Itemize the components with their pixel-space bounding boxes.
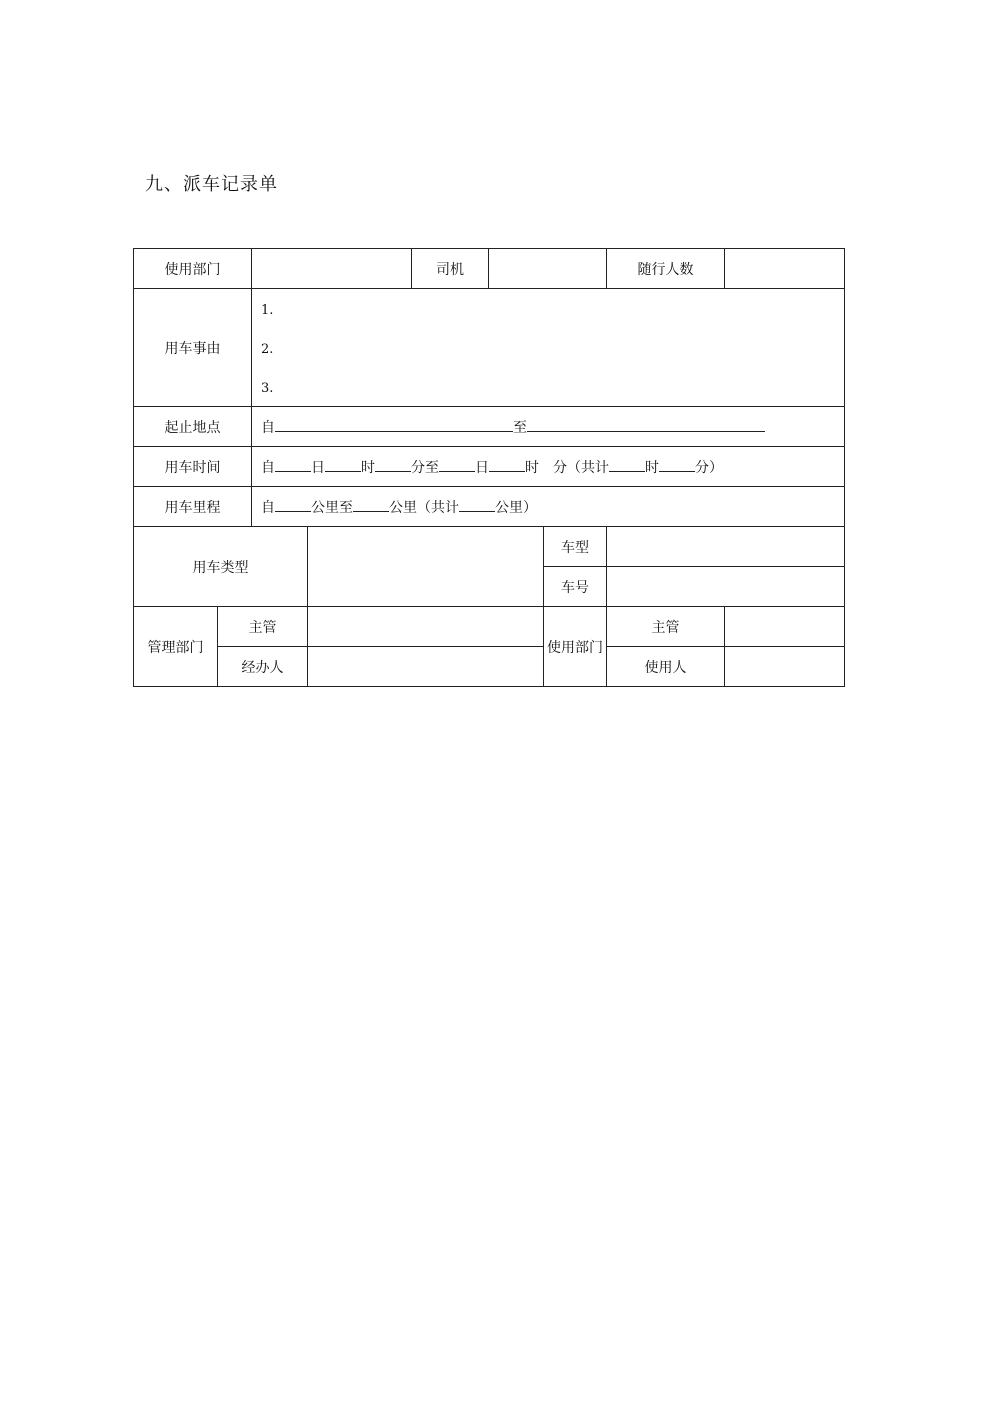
approval-row-2	[134, 647, 845, 687]
time-day2-text: 日	[475, 460, 489, 476]
page-title: 九、派车记录单	[145, 174, 278, 195]
mileage-from-text: 自	[261, 500, 275, 516]
time-hour1-text: 时	[361, 460, 375, 476]
route-to-text: 至	[513, 420, 527, 436]
dept-label: 使用部门	[134, 249, 252, 289]
time-min-to-text: 分至	[411, 460, 439, 476]
passengers-label: 随行人数	[607, 249, 725, 289]
driver-label: 司机	[412, 249, 489, 289]
handler-label: 经办人	[218, 647, 308, 687]
route-from-blank[interactable]	[275, 416, 513, 432]
approval-row-1	[134, 607, 845, 647]
user-head-field[interactable]	[725, 607, 845, 647]
reason-field[interactable]	[252, 289, 845, 407]
header-row	[134, 249, 845, 289]
time-day1-blank[interactable]	[275, 456, 311, 472]
time-hour3-text: 时	[645, 460, 659, 476]
time-row	[134, 447, 845, 487]
reason-row	[134, 289, 845, 407]
mileage-row	[134, 487, 845, 527]
time-hour2-text: 时	[525, 460, 539, 476]
time-total-min-blank[interactable]	[659, 456, 695, 472]
route-row	[134, 407, 845, 447]
reason-item-1: 1.	[261, 303, 274, 318]
time-label: 用车时间	[134, 447, 252, 487]
time-day2-blank[interactable]	[439, 456, 475, 472]
user-label: 使用人	[607, 647, 725, 687]
route-from-text: 自	[261, 420, 275, 436]
mgmt-dept-label: 管理部门	[134, 607, 218, 687]
time-min-total-text: 分（共计	[553, 460, 609, 476]
passengers-field[interactable]	[725, 249, 845, 289]
time-total-hour-blank[interactable]	[609, 456, 645, 472]
time-field[interactable]	[252, 447, 845, 487]
user-field[interactable]	[725, 647, 845, 687]
dept-field[interactable]	[252, 249, 412, 289]
mgmt-head-label: 主管	[218, 607, 308, 647]
vehicle-plate-field[interactable]	[607, 567, 845, 607]
mileage-end-blank[interactable]	[353, 496, 389, 512]
vehicle-type-field[interactable]	[308, 527, 544, 607]
user-dept-label: 使用部门	[544, 607, 607, 687]
vehicle-type-label: 用车类型	[134, 527, 308, 607]
route-to-blank[interactable]	[527, 416, 765, 432]
mileage-field[interactable]	[252, 487, 845, 527]
time-hour1-blank[interactable]	[325, 456, 361, 472]
time-min1-blank[interactable]	[375, 456, 411, 472]
route-field[interactable]	[252, 407, 845, 447]
dispatch-record-table	[133, 248, 845, 687]
mileage-total-blank[interactable]	[459, 496, 495, 512]
reason-item-2: 2.	[261, 342, 274, 357]
mileage-start-blank[interactable]	[275, 496, 311, 512]
time-hour2-blank[interactable]	[489, 456, 525, 472]
mgmt-head-field[interactable]	[308, 607, 544, 647]
route-label: 起止地点	[134, 407, 252, 447]
vehicle-model-label: 车型	[544, 527, 607, 567]
user-head-label: 主管	[607, 607, 725, 647]
mileage-label: 用车里程	[134, 487, 252, 527]
vehicle-model-field[interactable]	[607, 527, 845, 567]
handler-field[interactable]	[308, 647, 544, 687]
time-day1-text: 日	[311, 460, 325, 476]
vehicle-plate-label: 车号	[544, 567, 607, 607]
driver-field[interactable]	[489, 249, 607, 289]
mileage-km-to-text: 公里至	[311, 500, 353, 516]
reason-item-3: 3.	[261, 381, 274, 396]
mileage-km-total-text: 公里（共计	[389, 500, 459, 516]
mileage-km-end-text: 公里）	[495, 500, 537, 516]
time-min-end-text: 分）	[695, 460, 723, 476]
time-from-text: 自	[261, 460, 275, 476]
reason-label: 用车事由	[134, 289, 252, 407]
vehicle-row-1	[134, 527, 845, 567]
